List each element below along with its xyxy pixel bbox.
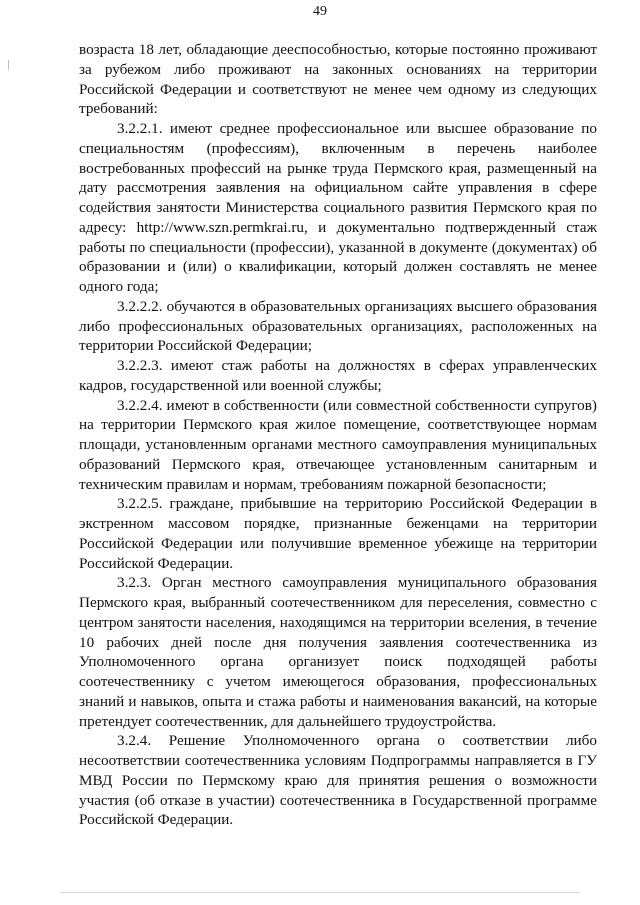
paragraph-3-2-4: 3.2.4. Решение Уполномоченного органа о соответствии либо несоответствии соотечественника условиям Подпрограммы направляется в ГУ МВД России по Пермскому краю для принятия решения о возможности участия (об отказе в участии) соотечественника в Государственной программе Российской Федерации. xyxy=(79,732,597,829)
document-body xyxy=(79,40,597,830)
paragraph-3-2-2-3: 3.2.2.3. имеют стаж работы на должностях в сферах управленческих кадров, государственной или военной службы; xyxy=(79,357,597,394)
paragraph-3-2-2-5: 3.2.2.5. граждане, прибывшие на территорию Российской Федерации в экстренном массовом порядке, признанные беженцами на территории Российской Федерации или получившие временное убежище на территории Российской Федерации. xyxy=(79,495,597,572)
paragraph-continuation: возраста 18 лет, обладающие дееспособностью, которые постоянно проживают за рубежом либо проживают на законных основаниях на территории Российской Федерации и соответствуют не менее чем одному из следующих требований: xyxy=(79,41,597,118)
scan-artifact-bottom xyxy=(60,892,580,893)
paragraph-3-2-2-4: 3.2.2.4. имеют в собственности (или совместной собственности супругов) на территории Пермского края жилое помещение, соответствующее нормам площади, установленным органами местного самоуправления муниципальных образований Пермского края, отвечающее установленным санитарным и техническим правилам и нормам, требованиям пожарной безопасности; xyxy=(79,396,597,493)
paragraph-3-2-3: 3.2.3. Орган местного самоуправления муниципального образования Пермского края, выбранный соотечественником для переселения, совместно с центром занятости населения, находящимся на территории вселения, в течение 10 рабочих дней после дня получения заявления соотечественника из Уполномоченного органа организует поиск подходящей работы соотечественнику с учетом имеющегося образования, профессиональных знаний и навыков, опыта и стажа работы и наименования вакансий, на которые претендует соотечественник, для дальнейшего трудоустройства. xyxy=(79,574,597,730)
scan-artifact xyxy=(8,60,9,70)
paragraph-3-2-2-1: 3.2.2.1. имеют среднее профессиональное или высшее образование по специальностям (профессиям), включенным в перечень наиболее востребованных профессий на рынке труда Пермского края, размещенный на дату рассмотрения заявления на официальном сайте управления в сфере содействия занятости Министерства социального развития Пермского края по адресу: http://www.szn.permkrai.ru, и документально подтвержденный стаж работы по специальности (профессии), указанной в документе (документах) об образовании и (или) о квалификации, который должен составлять не менее одного года; xyxy=(79,120,597,295)
paragraph-3-2-2-2: 3.2.2.2. обучаются в образовательных организациях высшего образования либо профессиональных образовательных организациях, расположенных на территории Российской Федерации; xyxy=(79,297,597,355)
page-number: 49 xyxy=(313,4,327,19)
